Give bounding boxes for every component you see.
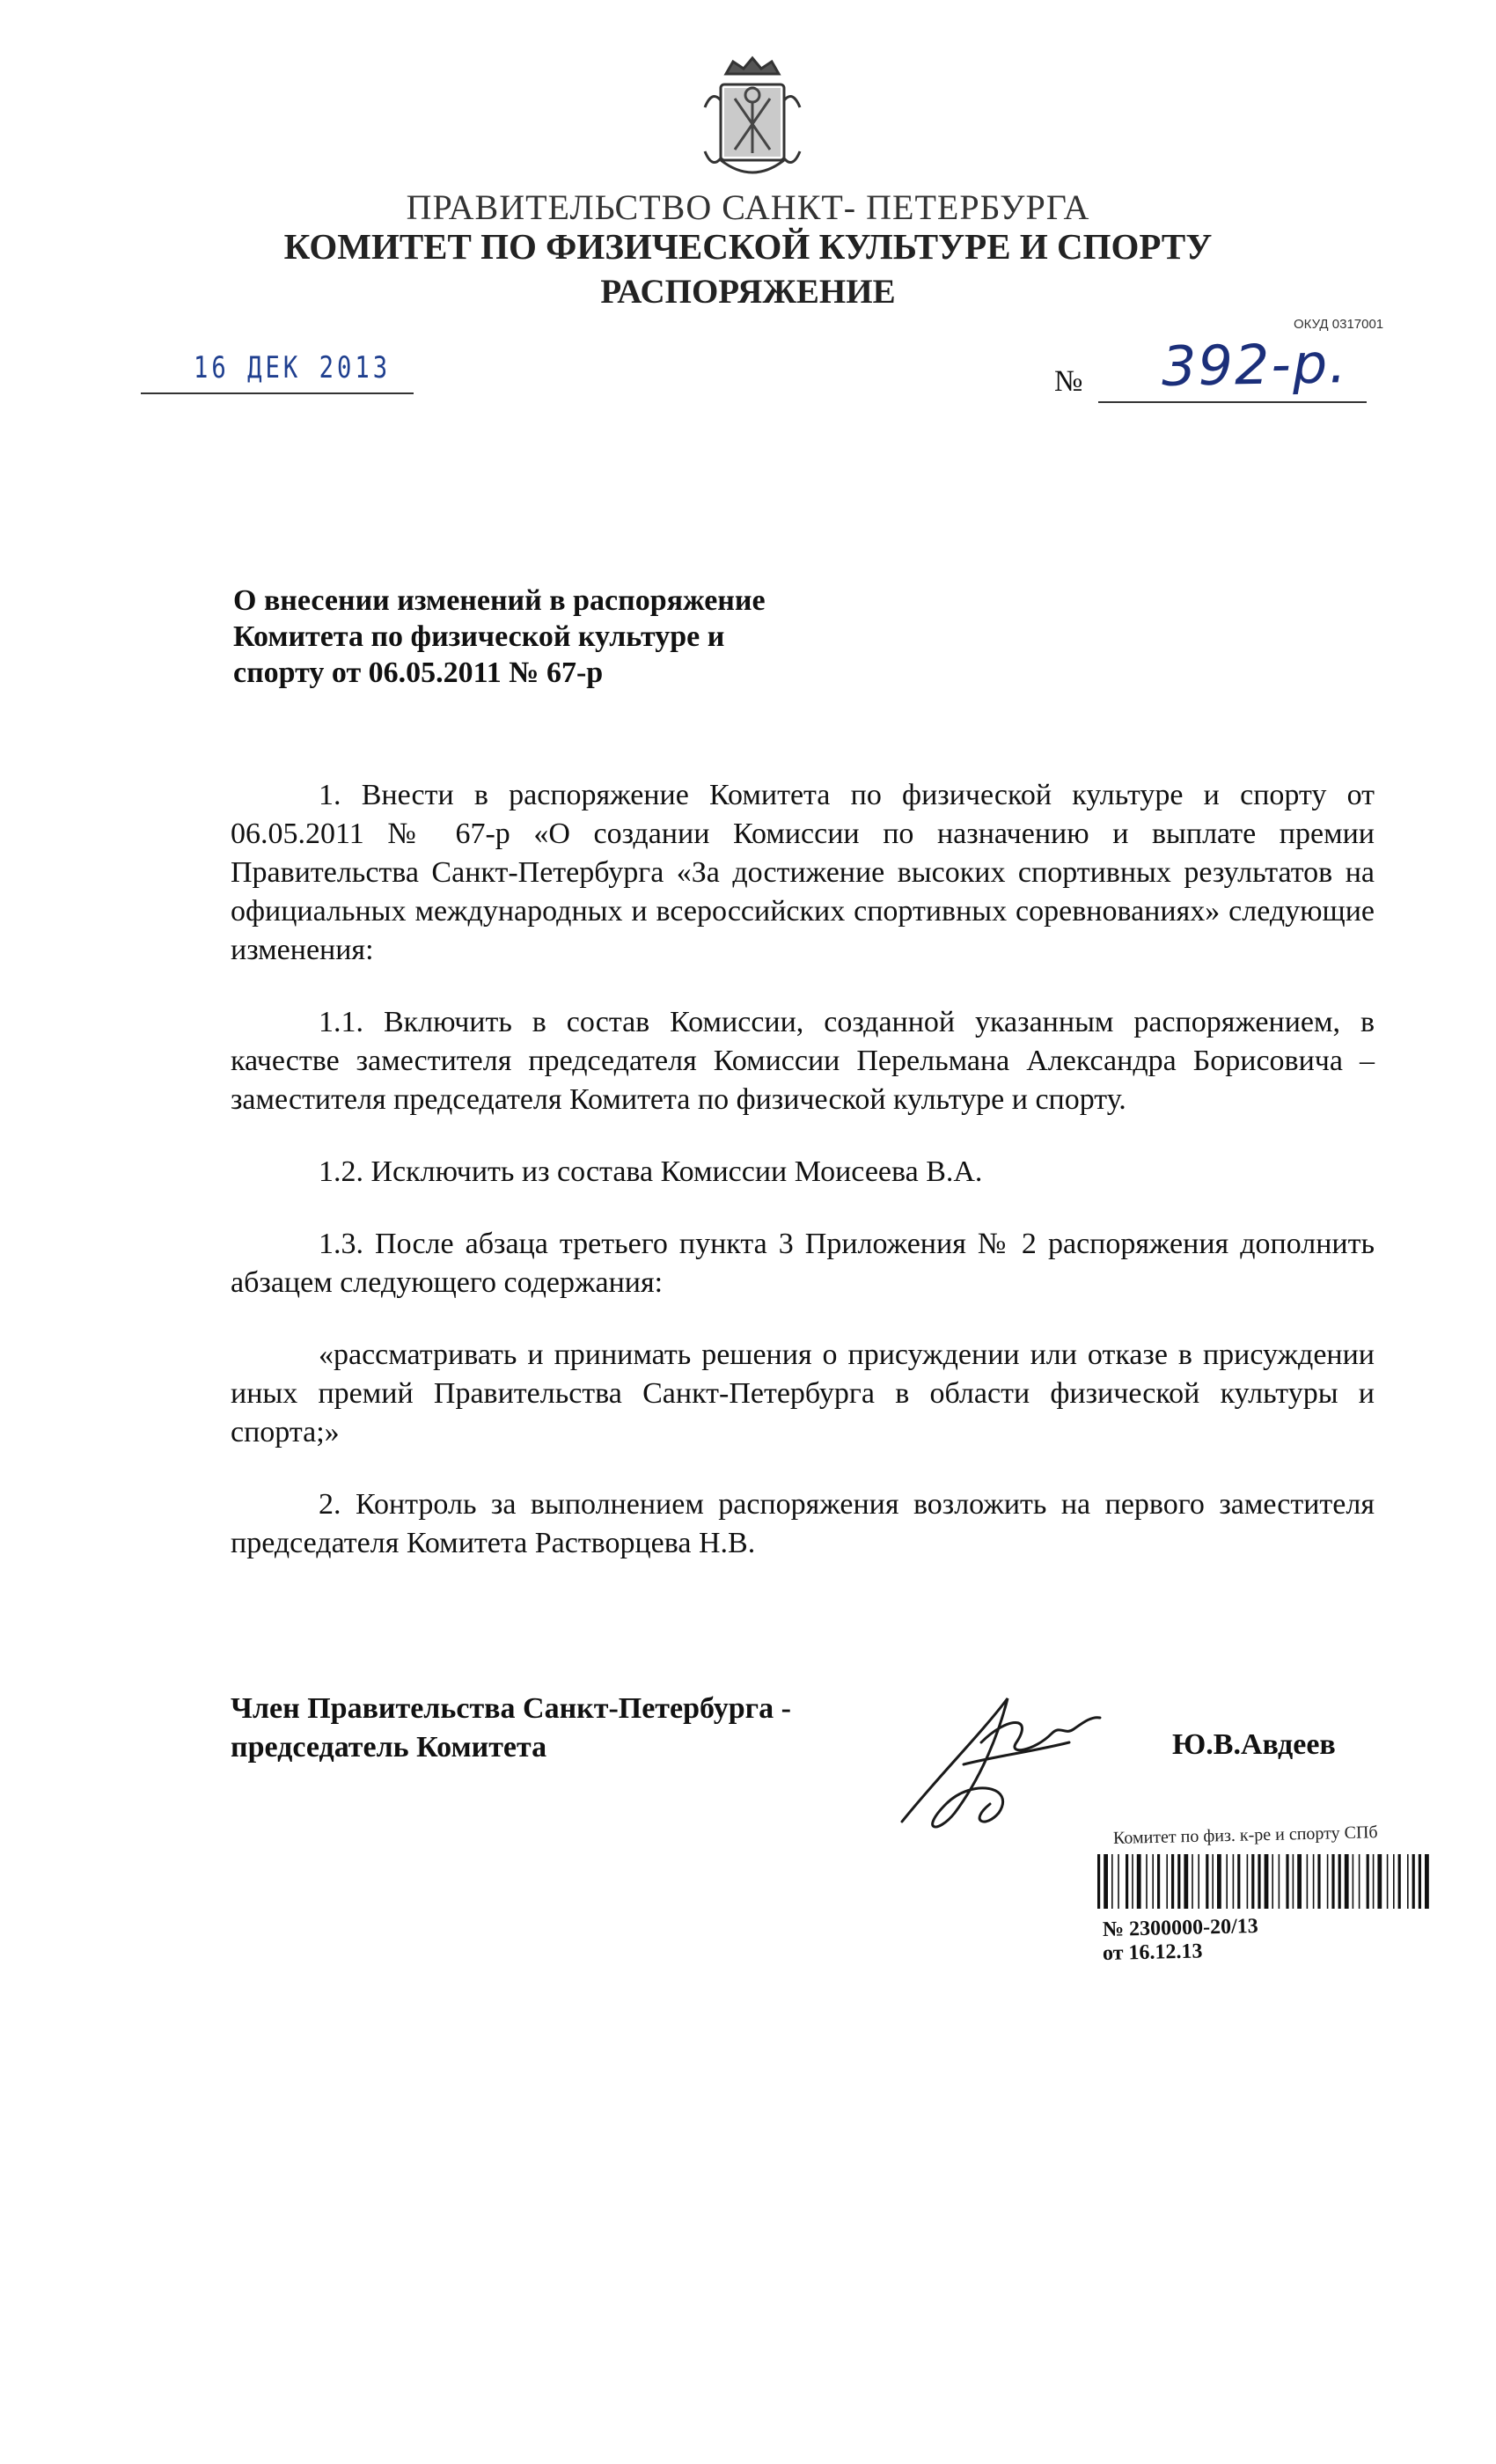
- barcode-bar: [1132, 1854, 1133, 1909]
- barcode-bar: [1367, 1854, 1369, 1909]
- paragraph-1-3: 1.3. После абзаца третьего пункта 3 Приложения № 2 распоряжения дополнить абзацем следующего содержания:: [231, 1228, 1375, 1299]
- position-line: Член Правительства Санкт-Петербурга -: [231, 1692, 791, 1725]
- barcode-bar: [1297, 1854, 1302, 1909]
- number-sign: №: [1054, 365, 1083, 398]
- barcode-bar: [1425, 1854, 1429, 1909]
- coat-of-arms-emblem: [700, 55, 805, 187]
- barcode-bar: [1206, 1854, 1208, 1909]
- document-type: РАСПОРЯЖЕНИЕ: [600, 273, 896, 311]
- barcode-bar: [1279, 1854, 1280, 1909]
- position-line: председатель Комитета: [231, 1731, 547, 1764]
- title-line: спорту от 06.05.2011 № 67-р: [233, 656, 604, 689]
- signatory-position: [231, 1690, 791, 1767]
- barcode-bar: [1412, 1854, 1415, 1909]
- barcode: [1096, 1854, 1430, 1909]
- barcode-bar: [1247, 1854, 1249, 1909]
- barcode-bar: [1419, 1854, 1421, 1909]
- barcode-bar: [1192, 1854, 1193, 1909]
- barcode-bar: [1353, 1854, 1354, 1909]
- handwritten-signature: [884, 1681, 1113, 1839]
- paragraph-2: 2. Контроль за выполнением распоряжения возложить на первого заместителя председателя Комитета Растворцева Н.В.: [231, 1488, 1375, 1559]
- barcode-bar: [1126, 1854, 1128, 1909]
- barcode-bar: [1146, 1854, 1148, 1909]
- paragraph-1: 1. Внести в распоряжение Комитета по физической культуре и спорту от 06.05.2011 № 67-р «О создании Комиссии по назначению и выплате премии Правительства Санкт-Петербурга «За достижение высоких спортивных результатов на официальных международных и всероссийских спортивных соревнованиях» следующие изменения:: [231, 779, 1375, 966]
- government-title: ПРАВИТЕЛЬСТВО САНКТ- ПЕТЕРБУРГА: [406, 187, 1090, 227]
- barcode-bar: [1184, 1854, 1188, 1909]
- barcode-bar: [1233, 1854, 1235, 1909]
- barcode-bar: [1137, 1854, 1141, 1909]
- barcode-bar: [1317, 1854, 1320, 1909]
- barcode-bar: [1198, 1854, 1199, 1909]
- barcode-bar: [1265, 1854, 1269, 1909]
- barcode-bar: [1327, 1854, 1329, 1909]
- barcode-bar: [1345, 1854, 1349, 1909]
- barcode-bar: [1212, 1854, 1214, 1909]
- document-body: [231, 776, 1375, 1563]
- barcode-bar: [1258, 1854, 1260, 1909]
- date-stamp: 16 ДЕК 2013: [194, 350, 392, 385]
- committee-title: КОМИТЕТ ПО ФИЗИЧЕСКОЙ КУЛЬТУРЕ И СПОРТУ: [283, 226, 1213, 267]
- barcode-bar: [1272, 1854, 1273, 1909]
- barcode-bar: [1251, 1854, 1254, 1909]
- barcode-bar: [1373, 1854, 1375, 1909]
- barcode-bar: [1393, 1854, 1395, 1909]
- barcode-bar: [1104, 1854, 1108, 1909]
- title-line: О внесении изменений в распоряжение: [233, 584, 766, 617]
- barcode-bar: [1286, 1854, 1288, 1909]
- registration-date: от 16.12.13: [1102, 1940, 1203, 1965]
- signatory-name: Ю.В.Авдеев: [1172, 1728, 1336, 1761]
- quoted-paragraph: «рассматривать и принимать решения о присуждении или отказе в присуждении иных премий Правительства Санкт-Петербурга в области физической культуры и спорта;»: [231, 1338, 1375, 1448]
- barcode-bar: [1152, 1854, 1154, 1909]
- paragraph-1-1: 1.1. Включить в состав Комиссии, созданной указанным распоряжением, в качестве заместителя председателя Комиссии Перельмана Александра Борисовича – заместителя председателя Комитета по физической культуре и спорту.: [231, 1006, 1375, 1116]
- barcode-bar: [1293, 1854, 1294, 1909]
- okud-code: ОКУД 0317001: [1294, 317, 1384, 332]
- document-title: [233, 583, 902, 691]
- paragraph-1-2: 1.2. Исключить из состава Комиссии Моисеева В.А.: [319, 1155, 983, 1188]
- barcode-bar: [1398, 1854, 1401, 1909]
- barcode-bar: [1177, 1854, 1180, 1909]
- document-number-handwritten: 392-р.: [1161, 331, 1349, 399]
- registration-stamp: [1096, 1822, 1434, 1966]
- barcode-bar: [1157, 1854, 1160, 1909]
- barcode-bar: [1387, 1854, 1389, 1909]
- barcode-bar: [1307, 1854, 1309, 1909]
- barcode-bar: [1166, 1854, 1168, 1909]
- barcode-bar: [1118, 1854, 1119, 1909]
- barcode-bar: [1313, 1854, 1315, 1909]
- barcode-bar: [1331, 1854, 1334, 1909]
- barcode-bar: [1171, 1854, 1174, 1909]
- registration-number: № 2300000-20/13: [1102, 1914, 1259, 1941]
- number-underline: [1098, 401, 1367, 403]
- barcode-bar: [1217, 1854, 1221, 1909]
- barcode-bar: [1377, 1854, 1382, 1909]
- barcode-bar: [1111, 1854, 1113, 1909]
- barcode-bar: [1226, 1854, 1228, 1909]
- barcode-bar: [1407, 1854, 1409, 1909]
- date-underline: [141, 392, 414, 394]
- barcode-bar: [1237, 1854, 1240, 1909]
- barcode-bar: [1097, 1854, 1100, 1909]
- registration-header: Комитет по физ. к-ре и спорту СПб: [1112, 1822, 1378, 1848]
- title-line: Комитета по физической культуре и: [233, 620, 725, 653]
- barcode-bar: [1359, 1854, 1360, 1909]
- barcode-bar: [1338, 1854, 1341, 1909]
